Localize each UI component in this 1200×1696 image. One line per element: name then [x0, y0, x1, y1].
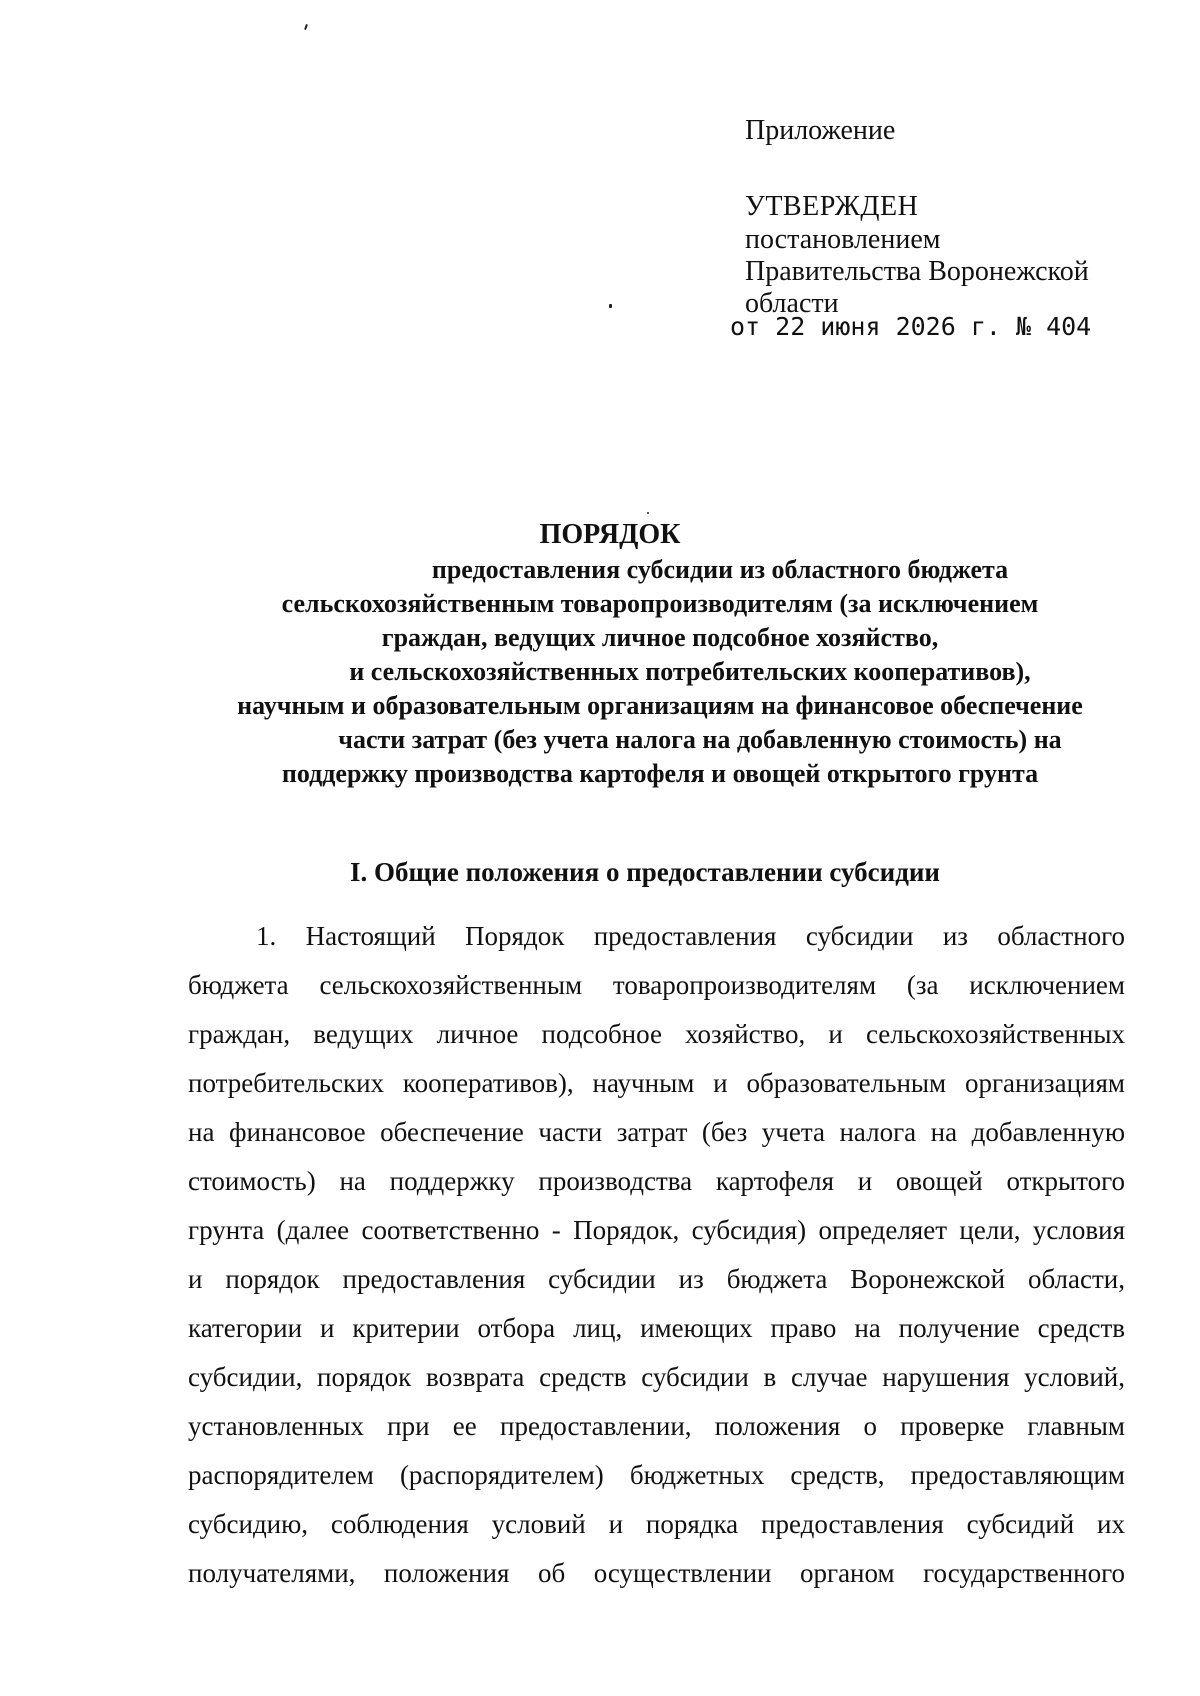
- approval-line: области: [745, 288, 839, 319]
- body-line: грунта (далее соответственно - Порядок, субсидия) определяет цели, условия: [188, 1215, 1125, 1245]
- approved-label: УТВЕРЖДЕН: [745, 191, 919, 222]
- subtitle-line: предоставления субсидии из областного бюджета: [431, 555, 1009, 584]
- approval-date-number: от 22 июня 2026 г. № 404: [730, 312, 1092, 341]
- body-line: на финансовое обеспечение части затрат (без учета налога на добавленную: [188, 1117, 1125, 1147]
- body-line: установленных при ее предоставлении, положения о проверке главным: [188, 1411, 1125, 1441]
- body-line: стоимость) на поддержку производства картофеля и овощей открытого: [188, 1166, 1125, 1196]
- body-line: граждан, ведущих личное подсобное хозяйство, и сельскохозяйственных: [188, 1019, 1125, 1049]
- appendix-label: Приложение: [745, 115, 896, 146]
- body-line: бюджета сельскохозяйственным товаропроизводителям (за исключением: [188, 970, 1125, 1000]
- body-line: субсидию, соблюдения условий и порядка предоставления субсидий их: [188, 1509, 1125, 1539]
- approval-block: [745, 112, 1165, 320]
- body-line: 1. Настоящий Порядок предоставления субсидии из областного: [256, 921, 1125, 951]
- subtitle-line: и сельскохозяйственных потребительских кооперативов),: [349, 657, 1031, 686]
- section-heading: I. Общие положения о предоставлении субсидии: [350, 857, 940, 887]
- subtitle-line: части затрат (без учета налога на добавленную стоимость) на: [338, 725, 1062, 754]
- scan-speck: [304, 24, 308, 30]
- subtitle-line: граждан, ведущих личное подсобное хозяйство,: [381, 623, 939, 652]
- approval-line: Правительства Воронежской: [745, 256, 1089, 287]
- scan-speck: [647, 512, 649, 514]
- body-line: получателями, положения об осуществлении органом государственного: [188, 1558, 1125, 1588]
- body-line: распорядителем (распорядителем) бюджетных средств, предоставляющим: [188, 1460, 1125, 1490]
- body-line: потребительских кооперативов), научным и образовательным организациям: [188, 1068, 1125, 1098]
- scan-speck: [609, 304, 612, 308]
- body-line: и порядок предоставления субсидии из бюджета Воронежской области,: [188, 1264, 1125, 1294]
- subtitle-line: сельскохозяйственным товаропроизводителям (за исключением: [281, 589, 1039, 618]
- body-paragraph: [188, 912, 1125, 1598]
- document-title: ПОРЯДОК: [539, 519, 681, 550]
- subtitle-line: научным и образовательным организациям на финансовое обеспечение: [237, 691, 1083, 720]
- approval-line: постановлением: [745, 224, 941, 255]
- document-subtitle: [180, 553, 1140, 791]
- subtitle-line: поддержку производства картофеля и овощей открытого грунта: [281, 759, 1039, 788]
- body-line: субсидии, порядок возврата средств субсидии в случае нарушения условий,: [188, 1362, 1125, 1392]
- body-line: категории и критерии отбора лиц, имеющих право на получение средств: [188, 1313, 1125, 1343]
